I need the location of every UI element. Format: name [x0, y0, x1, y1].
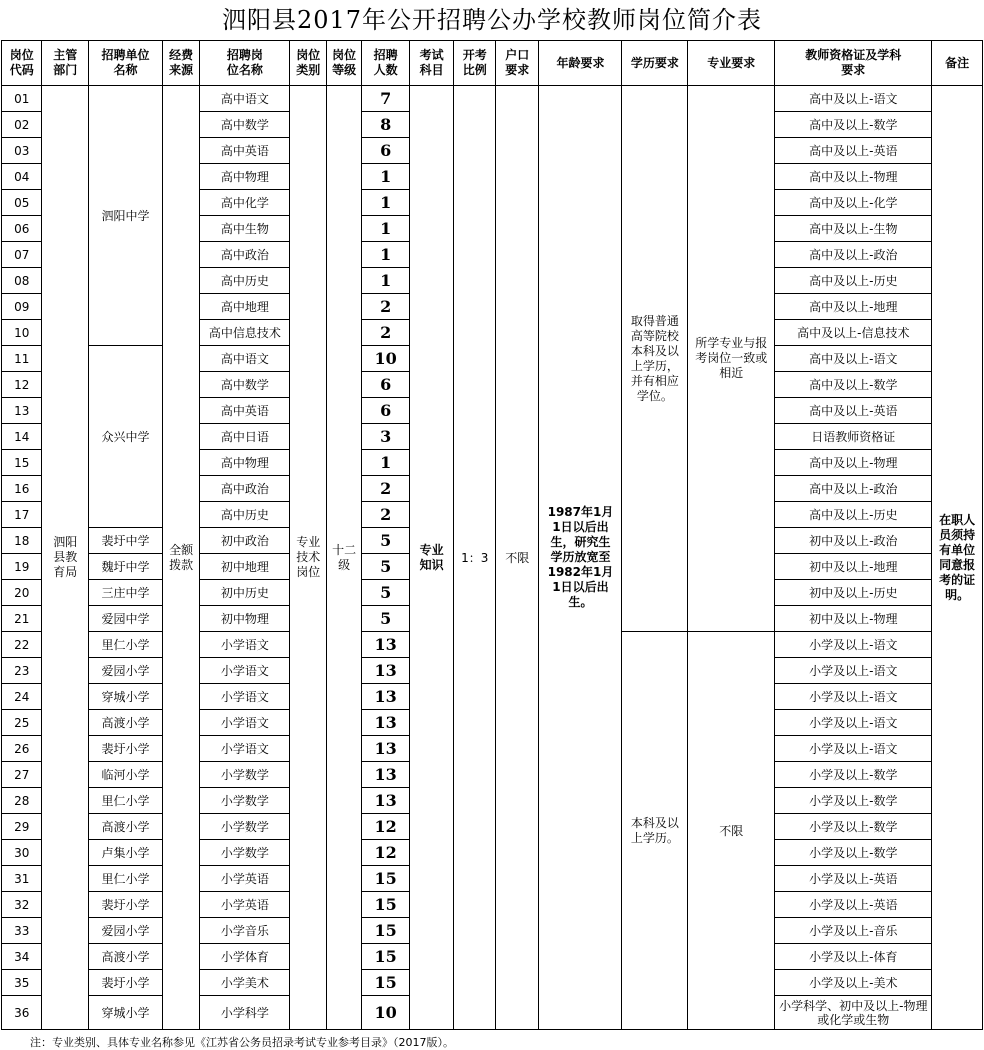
cell-qualification: 高中及以上-生物 — [775, 216, 932, 242]
cell-count: 1 — [362, 268, 410, 294]
cell-position: 小学音乐 — [200, 918, 290, 944]
cell-code: 21 — [2, 606, 42, 632]
header-unit: 招聘单位名称 — [89, 41, 163, 86]
cell-count: 7 — [362, 86, 410, 112]
cell-qualification: 小学及以上-音乐 — [775, 918, 932, 944]
cell-position: 高中物理 — [200, 450, 290, 476]
page-title: 泗阳县2017年公开招聘公办学校教师岗位简介表 — [221, 6, 763, 34]
cell-level-text: 十二级 — [332, 542, 357, 572]
cell-category-text: 专业技术岗位 — [296, 535, 321, 579]
cell-count: 6 — [362, 372, 410, 398]
cell-position: 初中政治 — [200, 528, 290, 554]
cell-code: 02 — [2, 112, 42, 138]
cell-education — [622, 632, 688, 1030]
cell-unit-group: 泗阳中学 — [89, 86, 163, 346]
cell-level — [326, 86, 361, 1030]
cell-qualification: 高中及以上-物理 — [775, 450, 932, 476]
cell-count: 2 — [362, 476, 410, 502]
header-major: 专业要求 — [688, 41, 775, 86]
cell-count: 13 — [362, 632, 410, 658]
cell-qualification: 高中及以上-政治 — [775, 476, 932, 502]
cell-unit: 高渡小学 — [89, 710, 163, 736]
cell-count: 13 — [362, 658, 410, 684]
cell-qualification: 高中及以上-化学 — [775, 190, 932, 216]
cell-code: 22 — [2, 632, 42, 658]
cell-code: 10 — [2, 320, 42, 346]
cell-subject-text: 专业知识 — [419, 542, 444, 572]
cell-qualification: 小学及以上-语文 — [775, 632, 932, 658]
positions-table — [1, 40, 983, 1030]
cell-count: 6 — [362, 138, 410, 164]
cell-qualification: 初中及以上-政治 — [775, 528, 932, 554]
cell-education-text: 本科及以上学历。 — [630, 815, 679, 845]
cell-code: 07 — [2, 242, 42, 268]
cell-code: 35 — [2, 970, 42, 996]
cell-count: 15 — [362, 918, 410, 944]
cell-code: 29 — [2, 814, 42, 840]
cell-code: 36 — [2, 996, 42, 1030]
cell-qualification: 初中及以上-历史 — [775, 580, 932, 606]
cell-unit: 里仁小学 — [89, 632, 163, 658]
header-position: 招聘岗位名称 — [200, 41, 290, 86]
cell-position: 高中语文 — [200, 346, 290, 372]
cell-code: 28 — [2, 788, 42, 814]
cell-position: 高中英语 — [200, 398, 290, 424]
cell-position: 小学语文 — [200, 710, 290, 736]
cell-count: 13 — [362, 736, 410, 762]
cell-count: 15 — [362, 892, 410, 918]
cell-position: 高中政治 — [200, 476, 290, 502]
header-hukou: 户口要求 — [495, 41, 539, 86]
cell-count: 1 — [362, 190, 410, 216]
table-header-row — [2, 41, 983, 86]
cell-major-text: 所学专业与报考岗位一致或相近 — [695, 336, 768, 380]
cell-position: 高中英语 — [200, 138, 290, 164]
cell-code: 05 — [2, 190, 42, 216]
cell-dept-text: 泗阳县教育局 — [53, 535, 78, 579]
cell-code: 27 — [2, 762, 42, 788]
cell-position: 初中历史 — [200, 580, 290, 606]
cell-qualification: 初中及以上-地理 — [775, 554, 932, 580]
header-funding: 经费来源 — [162, 41, 199, 86]
cell-count: 5 — [362, 606, 410, 632]
cell-qualification: 小学及以上-语文 — [775, 684, 932, 710]
cell-qualification: 高中及以上-数学 — [775, 372, 932, 398]
cell-count: 2 — [362, 502, 410, 528]
cell-position: 高中数学 — [200, 112, 290, 138]
cell-position: 高中语文 — [200, 86, 290, 112]
cell-code: 13 — [2, 398, 42, 424]
cell-position: 高中地理 — [200, 294, 290, 320]
cell-position: 小学语文 — [200, 632, 290, 658]
cell-position: 小学数学 — [200, 788, 290, 814]
cell-position: 小学体育 — [200, 944, 290, 970]
cell-code: 30 — [2, 840, 42, 866]
cell-qualification: 高中及以上-数学 — [775, 112, 932, 138]
cell-qualification: 小学及以上-数学 — [775, 814, 932, 840]
header-category: 岗位类别 — [290, 41, 326, 86]
header-age: 年龄要求 — [539, 41, 622, 86]
cell-qualification: 高中及以上-历史 — [775, 268, 932, 294]
cell-count: 13 — [362, 684, 410, 710]
header-subject: 考试科目 — [409, 41, 454, 86]
cell-qualification: 高中及以上-英语 — [775, 398, 932, 424]
cell-count: 10 — [362, 346, 410, 372]
cell-qualification: 高中及以上-物理 — [775, 164, 932, 190]
cell-unit: 穿城小学 — [89, 996, 163, 1030]
cell-dept — [42, 86, 89, 1030]
cell-code: 23 — [2, 658, 42, 684]
cell-count: 12 — [362, 814, 410, 840]
cell-code: 31 — [2, 866, 42, 892]
cell-position: 初中地理 — [200, 554, 290, 580]
cell-code: 11 — [2, 346, 42, 372]
cell-qualification: 小学及以上-英语 — [775, 866, 932, 892]
cell-count: 5 — [362, 528, 410, 554]
cell-count: 2 — [362, 294, 410, 320]
cell-position: 小学数学 — [200, 814, 290, 840]
cell-count: 6 — [362, 398, 410, 424]
cell-qualification: 小学及以上-美术 — [775, 970, 932, 996]
cell-unit: 裴圩中学 — [89, 528, 163, 554]
cell-position: 小学英语 — [200, 892, 290, 918]
cell-unit: 魏圩中学 — [89, 554, 163, 580]
header-count: 招聘人数 — [362, 41, 410, 86]
cell-position: 小学美术 — [200, 970, 290, 996]
header-code: 岗位代码 — [2, 41, 42, 86]
cell-position: 高中生物 — [200, 216, 290, 242]
cell-code: 19 — [2, 554, 42, 580]
cell-position: 小学科学 — [200, 996, 290, 1030]
cell-count: 12 — [362, 840, 410, 866]
cell-position: 高中数学 — [200, 372, 290, 398]
cell-unit: 裴圩小学 — [89, 970, 163, 996]
cell-unit: 里仁小学 — [89, 788, 163, 814]
cell-position: 初中物理 — [200, 606, 290, 632]
cell-code: 08 — [2, 268, 42, 294]
cell-major: 不限 — [688, 632, 775, 1030]
cell-unit: 高渡小学 — [89, 944, 163, 970]
cell-code: 17 — [2, 502, 42, 528]
cell-count: 13 — [362, 762, 410, 788]
cell-qualification: 高中及以上-语文 — [775, 86, 932, 112]
header-level: 岗位等级 — [326, 41, 361, 86]
cell-count: 1 — [362, 450, 410, 476]
cell-qualification: 初中及以上-物理 — [775, 606, 932, 632]
cell-position: 小学语文 — [200, 658, 290, 684]
cell-qualification: 高中及以上-地理 — [775, 294, 932, 320]
cell-qualification: 小学及以上-数学 — [775, 762, 932, 788]
cell-position: 高中化学 — [200, 190, 290, 216]
cell-education — [622, 86, 688, 632]
cell-position: 小学英语 — [200, 866, 290, 892]
cell-category — [290, 86, 326, 1030]
cell-qualification: 高中及以上-英语 — [775, 138, 932, 164]
cell-unit: 裴圩小学 — [89, 892, 163, 918]
cell-unit: 里仁小学 — [89, 866, 163, 892]
cell-code: 25 — [2, 710, 42, 736]
cell-code: 16 — [2, 476, 42, 502]
cell-position: 小学语文 — [200, 736, 290, 762]
header-dept: 主管部门 — [42, 41, 89, 86]
cell-position: 小学语文 — [200, 684, 290, 710]
cell-qualification: 小学科学、初中及以上-物理或化学或生物 — [775, 996, 932, 1030]
cell-unit-group: 众兴中学 — [89, 346, 163, 528]
cell-qualification: 小学及以上-语文 — [775, 710, 932, 736]
cell-unit: 爱园小学 — [89, 918, 163, 944]
cell-count: 15 — [362, 970, 410, 996]
cell-qualification: 日语教师资格证 — [775, 424, 932, 450]
cell-count: 1 — [362, 164, 410, 190]
cell-education-text: 取得普通高等院校本科及以上学历，并有相应学位。 — [630, 313, 679, 403]
cell-age — [539, 86, 622, 1030]
cell-count: 2 — [362, 320, 410, 346]
cell-unit: 卢集小学 — [89, 840, 163, 866]
cell-position: 高中政治 — [200, 242, 290, 268]
cell-count: 15 — [362, 866, 410, 892]
header-ratio: 开考比例 — [454, 41, 496, 86]
cell-code: 12 — [2, 372, 42, 398]
cell-unit: 爱园中学 — [89, 606, 163, 632]
cell-code: 24 — [2, 684, 42, 710]
cell-count: 8 — [362, 112, 410, 138]
cell-qualification: 高中及以上-信息技术 — [775, 320, 932, 346]
cell-unit: 临河小学 — [89, 762, 163, 788]
cell-hukou: 不限 — [495, 86, 539, 1030]
cell-code: 32 — [2, 892, 42, 918]
cell-subject — [409, 86, 454, 1030]
cell-qualification: 高中及以上-历史 — [775, 502, 932, 528]
cell-position: 高中历史 — [200, 268, 290, 294]
cell-remarks — [932, 86, 983, 1030]
cell-code: 20 — [2, 580, 42, 606]
cell-qualification: 小学及以上-数学 — [775, 788, 932, 814]
cell-count: 5 — [362, 554, 410, 580]
cell-qualification: 小学及以上-语文 — [775, 658, 932, 684]
cell-count: 3 — [362, 424, 410, 450]
cell-unit: 穿城小学 — [89, 684, 163, 710]
header-remarks: 备注 — [932, 41, 983, 86]
cell-count: 15 — [362, 944, 410, 970]
cell-code: 18 — [2, 528, 42, 554]
cell-count: 13 — [362, 710, 410, 736]
cell-unit: 裴圩小学 — [89, 736, 163, 762]
cell-code: 09 — [2, 294, 42, 320]
cell-funding-text: 全额拨款 — [169, 542, 194, 572]
cell-remarks-text: 在职人员须持有单位同意报考的证明。 — [939, 512, 976, 602]
footnote: 注：专业类别、具体专业名称参见《江苏省公务员招录考试专业参考目录》（2017版）。 — [30, 1036, 454, 1049]
cell-position: 高中物理 — [200, 164, 290, 190]
cell-code: 06 — [2, 216, 42, 242]
cell-qualification: 小学及以上-语文 — [775, 736, 932, 762]
cell-ratio: 1：3 — [454, 86, 496, 1030]
cell-position: 小学数学 — [200, 762, 290, 788]
cell-qualification: 小学及以上-英语 — [775, 892, 932, 918]
cell-code: 14 — [2, 424, 42, 450]
header-education: 学历要求 — [622, 41, 688, 86]
cell-code: 33 — [2, 918, 42, 944]
header-qualification: 教师资格证及学科要求 — [775, 41, 932, 86]
cell-funding — [162, 86, 199, 1030]
cell-code: 34 — [2, 944, 42, 970]
cell-major — [688, 86, 775, 632]
cell-count: 1 — [362, 242, 410, 268]
cell-count: 10 — [362, 996, 410, 1030]
cell-unit: 高渡小学 — [89, 814, 163, 840]
cell-age-text: 1987年1月1日以后出生，研究生学历放宽至1982年1月1日以后出生。 — [547, 505, 614, 609]
cell-unit: 爱园小学 — [89, 658, 163, 684]
cell-qualification: 小学及以上-数学 — [775, 840, 932, 866]
cell-count: 5 — [362, 580, 410, 606]
cell-count: 1 — [362, 216, 410, 242]
table-row — [2, 86, 983, 112]
cell-code: 03 — [2, 138, 42, 164]
cell-qualification: 高中及以上-语文 — [775, 346, 932, 372]
cell-position: 高中历史 — [200, 502, 290, 528]
cell-position: 高中信息技术 — [200, 320, 290, 346]
cell-code: 01 — [2, 86, 42, 112]
cell-code: 15 — [2, 450, 42, 476]
cell-code: 04 — [2, 164, 42, 190]
cell-code: 26 — [2, 736, 42, 762]
cell-count: 13 — [362, 788, 410, 814]
cell-unit: 三庄中学 — [89, 580, 163, 606]
cell-position: 高中日语 — [200, 424, 290, 450]
cell-position: 小学数学 — [200, 840, 290, 866]
cell-qualification: 高中及以上-政治 — [775, 242, 932, 268]
cell-qualification: 小学及以上-体育 — [775, 944, 932, 970]
